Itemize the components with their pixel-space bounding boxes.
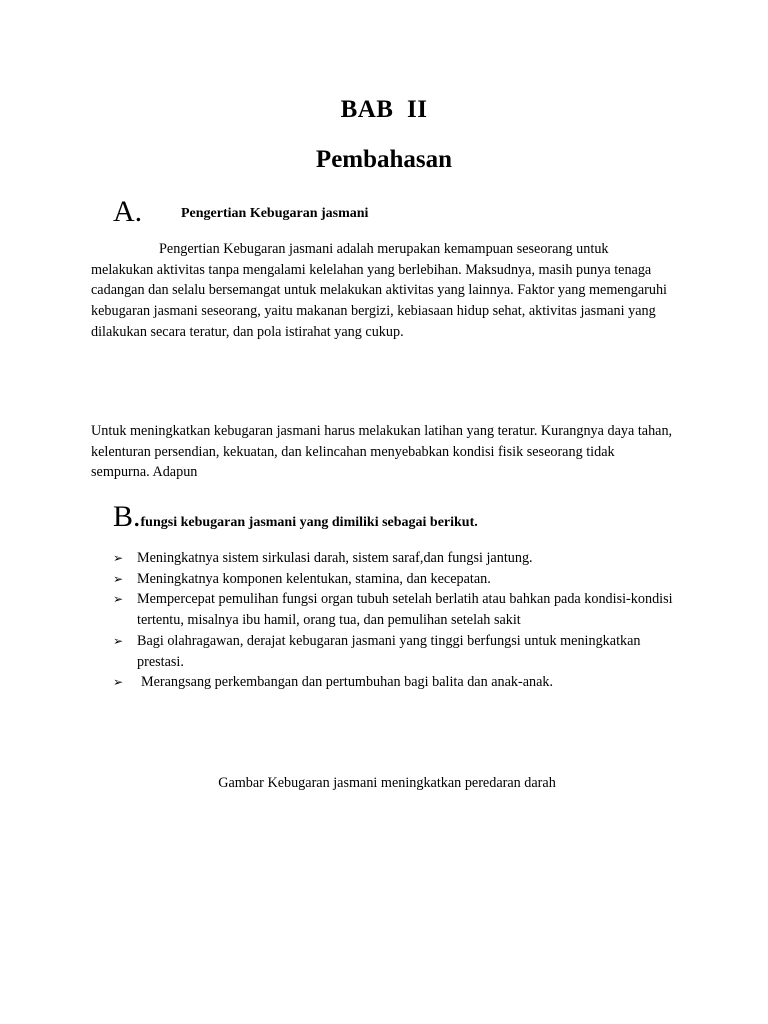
section-a-heading: Pengertian Kebugaran jasmani — [181, 206, 369, 221]
list-item — [113, 631, 683, 672]
figure-caption: Gambar Kebugaran jasmani meningkatkan peredaran darah — [218, 775, 556, 791]
list-item — [113, 569, 683, 590]
section-b-header — [113, 499, 478, 535]
arrowhead-bullet-icon: ➢ — [113, 633, 124, 648]
list-item-text: Meningkatnya sistem sirkulasi darah, sistem saraf,dan fungsi jantung. — [137, 550, 533, 566]
list-item-text: Meningkatnya komponen kelentukan, stamina, dan kecepatan. — [137, 570, 491, 587]
section-a-letter: A. — [113, 195, 143, 228]
list-item — [113, 548, 683, 569]
list-item-text: Mempercepat pemulihan fungsi organ tubuh setelah berlatih atau bahkan pada kondisi-kondisi tertentu, misalnya ibu hamil, orang tua, dan pemulihan setelah sakit — [137, 591, 673, 629]
function-list — [113, 548, 683, 693]
list-item-text: Bagi olahragawan, derajat kebugaran jasmani yang tinggi berfungsi untuk meningkatkan prestasi. — [137, 632, 641, 670]
section-a-paragraph: Pengertian Kebugaran jasmani adalah merupakan kemampuan seseorang untuk melakukan aktivitas tanpa mengalami kelelahan yang berlebihan. Maksudnya, masih punya tenaga cadangan dan selalu bersemangat untuk melakukan aktivitas yang lainnya. Faktor yang memengaruhi kebugaran jasmani seseorang, yaitu makanan bergizi, kebiasaan hidup sehat, aktivitas jasmani yang dilakukan secara teratur, dan pola istirahat yang cukup. — [91, 241, 667, 340]
section-b-letter: B. — [113, 500, 141, 533]
list-item — [113, 672, 683, 693]
chapter-title: BAB II — [340, 96, 428, 123]
list-item-text: Merangsang perkembangan dan pertumbuhan bagi balita dan anak-anak. — [141, 674, 554, 691]
arrowhead-bullet-icon: ➢ — [113, 551, 124, 565]
body-paragraph-2: Untuk meningkatkan kebugaran jasmani harus melakukan latihan yang teratur. Kurangnya daya tahan, kelenturan persendian, kekuatan, dan kelincahan menyebabkan kondisi fisik seseorang tidak sempurna. Adapun — [91, 423, 673, 481]
section-b-heading: fungsi kebugaran jasmani yang dimiliki sebagai berikut. — [140, 515, 478, 530]
arrowhead-bullet-icon: ➢ — [113, 675, 124, 690]
list-item — [113, 589, 683, 630]
arrowhead-bullet-icon: ➢ — [113, 571, 124, 586]
chapter-subtitle: Pembahasan — [315, 146, 453, 173]
arrowhead-bullet-icon: ➢ — [113, 592, 124, 607]
